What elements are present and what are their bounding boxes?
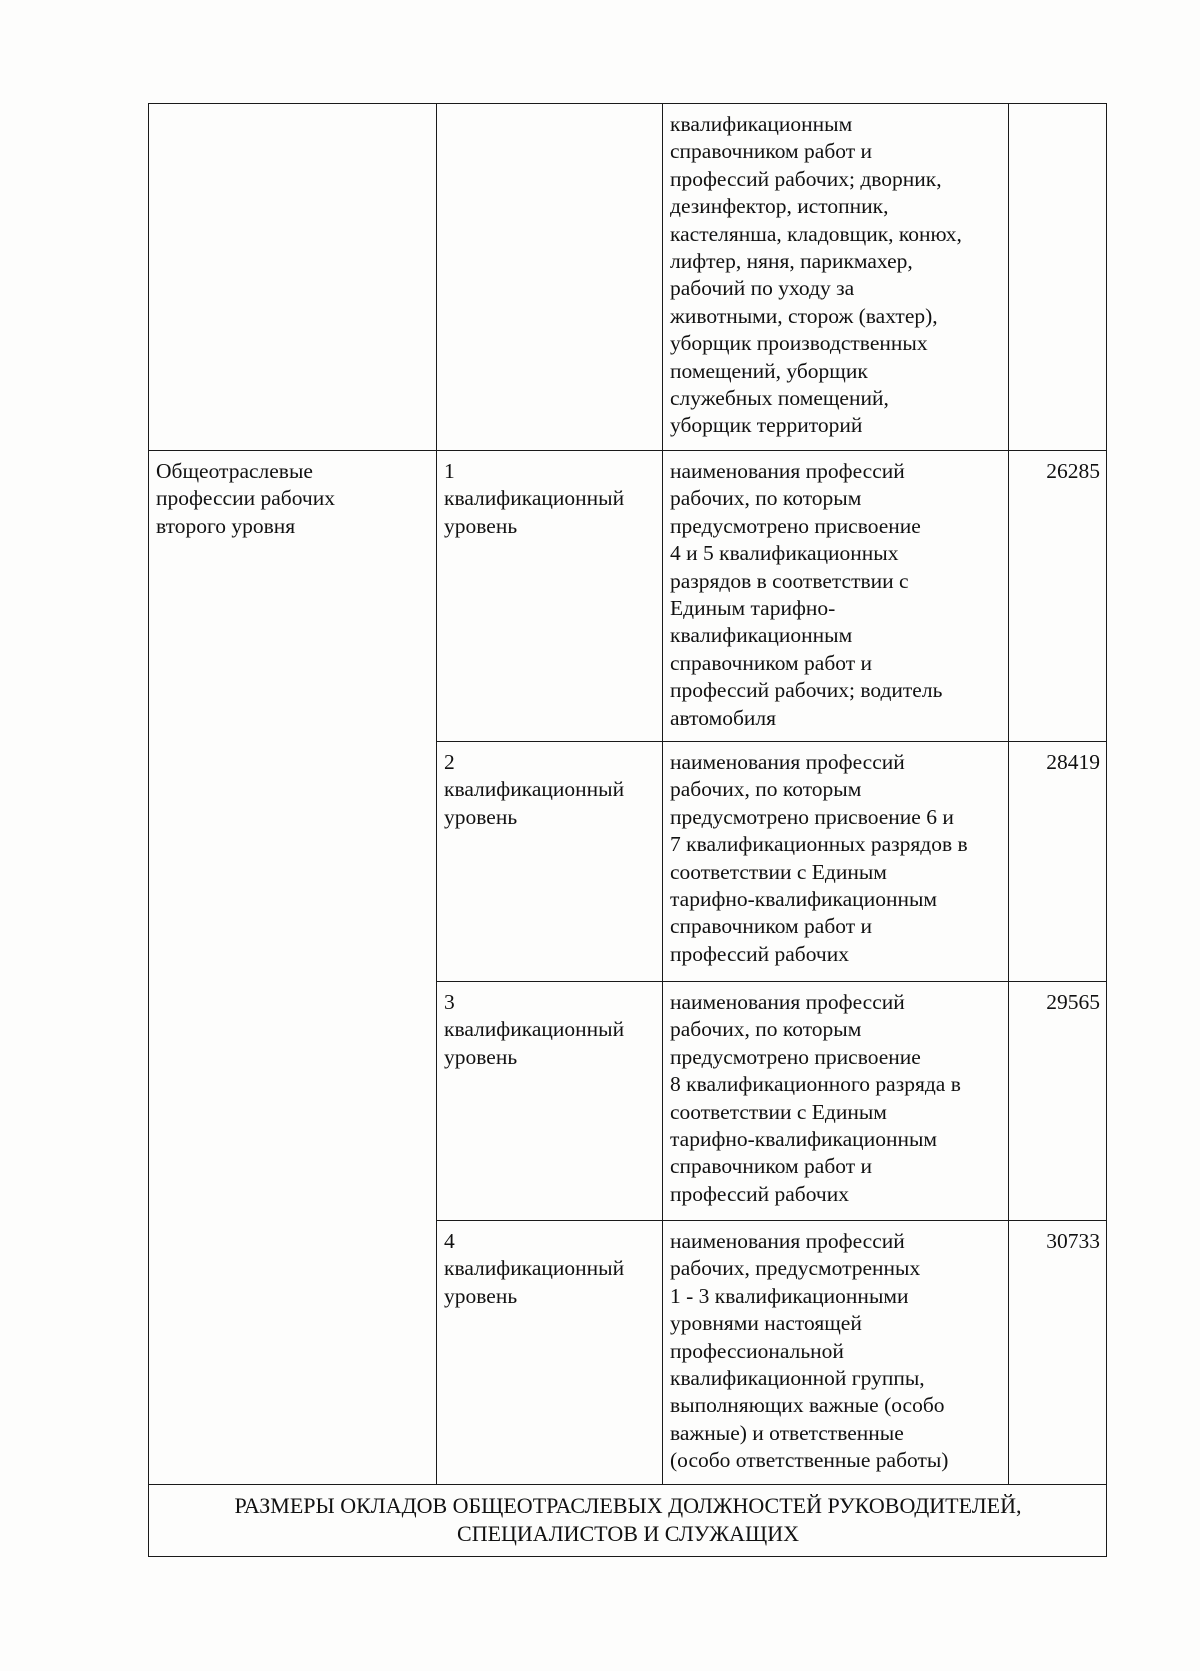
salary-value: 30733 bbox=[1009, 1221, 1107, 1485]
desc-line: рабочих, по которым bbox=[670, 1017, 862, 1042]
desc-line: выполняющих важные (особо bbox=[670, 1393, 945, 1418]
desc-line: справочником работ и bbox=[670, 914, 873, 939]
level-label-cell bbox=[437, 451, 663, 742]
desc-line: соответствии с Единым bbox=[670, 1099, 887, 1124]
level-label-line: квалификационный bbox=[444, 1256, 625, 1281]
desc-line: наименования профессий bbox=[670, 990, 905, 1014]
section-header-line: РАЗМЕРЫ ОКЛАДОВ ОБЩЕОТРАСЛЕВЫХ ДОЛЖНОСТЕЙ РУКОВОДИТЕЛЕЙ, bbox=[234, 1493, 1022, 1518]
desc-line: служебных помещений, bbox=[670, 386, 889, 411]
desc-line: 8 квалификационного разряда в bbox=[670, 1072, 961, 1097]
desc-line: уборщик производственных bbox=[670, 331, 928, 356]
salary-value: 28419 bbox=[1009, 742, 1107, 982]
desc-line: профессиональной bbox=[670, 1338, 844, 1363]
desc-line: квалификационной группы, bbox=[670, 1366, 925, 1391]
desc-line: дезинфектор, истопник, bbox=[670, 194, 889, 219]
desc-line: тарифно-квалификационным bbox=[670, 887, 938, 912]
level-number: 2 bbox=[444, 750, 455, 774]
desc-line: справочником работ и bbox=[670, 139, 873, 164]
level-label-line: квалификационный bbox=[444, 486, 625, 511]
group-name-line: второго уровня bbox=[156, 513, 296, 538]
desc-line: рабочих, по которым bbox=[670, 486, 862, 511]
group-cell-empty bbox=[149, 104, 437, 451]
desc-line: автомобиля bbox=[670, 705, 777, 730]
desc-line: профессий рабочих bbox=[670, 941, 849, 966]
desc-line: важные) и ответственные bbox=[670, 1420, 904, 1445]
desc-line: наименования профессий bbox=[670, 1229, 905, 1253]
section-header bbox=[149, 1485, 1107, 1557]
desc-line: соответствии с Единым bbox=[670, 859, 887, 884]
desc-line: квалификационным bbox=[670, 112, 853, 136]
desc-line: разрядов в соответствии с bbox=[670, 568, 909, 593]
level-label-cell bbox=[437, 742, 663, 982]
level-label-line: уровень bbox=[444, 1283, 518, 1308]
salary-table bbox=[148, 103, 1107, 1557]
continuation-row bbox=[149, 104, 1107, 451]
level-description bbox=[663, 982, 1009, 1221]
desc-line: уборщик территорий bbox=[670, 413, 863, 438]
desc-line: наименования профессий bbox=[670, 459, 905, 483]
desc-line: (особо ответственные работы) bbox=[670, 1448, 949, 1473]
desc-line: помещений, уборщик bbox=[670, 358, 868, 383]
desc-line: рабочих, предусмотренных bbox=[670, 1256, 921, 1281]
desc-line: уровнями настоящей bbox=[670, 1311, 862, 1336]
desc-line: Единым тарифно- bbox=[670, 596, 836, 621]
desc-line: предусмотрено присвоение bbox=[670, 1044, 921, 1069]
level-number: 1 bbox=[444, 459, 455, 483]
level-label-line: уровень bbox=[444, 804, 518, 829]
level-description bbox=[663, 742, 1009, 982]
desc-line: рабочих, по которым bbox=[670, 777, 862, 802]
level-description bbox=[663, 451, 1009, 742]
level-number: 4 bbox=[444, 1229, 455, 1253]
desc-line: наименования профессий bbox=[670, 750, 905, 774]
desc-line: профессий рабочих; дворник, bbox=[670, 166, 942, 191]
level-label-line: уровень bbox=[444, 513, 518, 538]
desc-line: кастелянша, кладовщик, конюх, bbox=[670, 221, 962, 246]
group-name-cell bbox=[149, 451, 437, 1485]
level-number: 3 bbox=[444, 990, 455, 1014]
level-label-line: квалификационный bbox=[444, 777, 625, 802]
desc-line: справочником работ и bbox=[670, 1154, 873, 1179]
desc-line: 1 - 3 квалификационными bbox=[670, 1283, 909, 1308]
level-label-cell bbox=[437, 982, 663, 1221]
desc-line: квалификационным bbox=[670, 623, 853, 648]
desc-line: справочником работ и bbox=[670, 650, 873, 675]
salary-cell-empty bbox=[1009, 104, 1107, 451]
continuation-description bbox=[663, 104, 1009, 451]
desc-line: предусмотрено присвоение bbox=[670, 513, 921, 538]
desc-line: лифтер, няня, парикмахер, bbox=[670, 249, 913, 274]
level-row-1 bbox=[149, 451, 1107, 742]
desc-line: тарифно-квалификационным bbox=[670, 1127, 938, 1152]
section-header-line: СПЕЦИАЛИСТОВ И СЛУЖАЩИХ bbox=[457, 1521, 799, 1546]
level-label-line: уровень bbox=[444, 1044, 518, 1069]
level-label-cell bbox=[437, 1221, 663, 1485]
desc-line: рабочий по уходу за bbox=[670, 276, 855, 301]
level-label-line: квалификационный bbox=[444, 1017, 625, 1042]
desc-line: предусмотрено присвоение 6 и bbox=[670, 804, 954, 829]
desc-line: животными, сторож (вахтер), bbox=[670, 303, 938, 328]
group-name-line: Общеотраслевые bbox=[156, 459, 313, 483]
desc-line: профессий рабочих; водитель bbox=[670, 678, 943, 703]
desc-line: 4 и 5 квалификационных bbox=[670, 541, 899, 566]
desc-line: профессий рабочих bbox=[670, 1181, 849, 1206]
section-header-row bbox=[149, 1485, 1107, 1557]
desc-line: 7 квалификационных разрядов в bbox=[670, 832, 968, 857]
level-cell-empty bbox=[437, 104, 663, 451]
salary-value: 26285 bbox=[1009, 451, 1107, 742]
salary-value: 29565 bbox=[1009, 982, 1107, 1221]
level-description bbox=[663, 1221, 1009, 1485]
group-name-line: профессии рабочих bbox=[156, 486, 335, 511]
